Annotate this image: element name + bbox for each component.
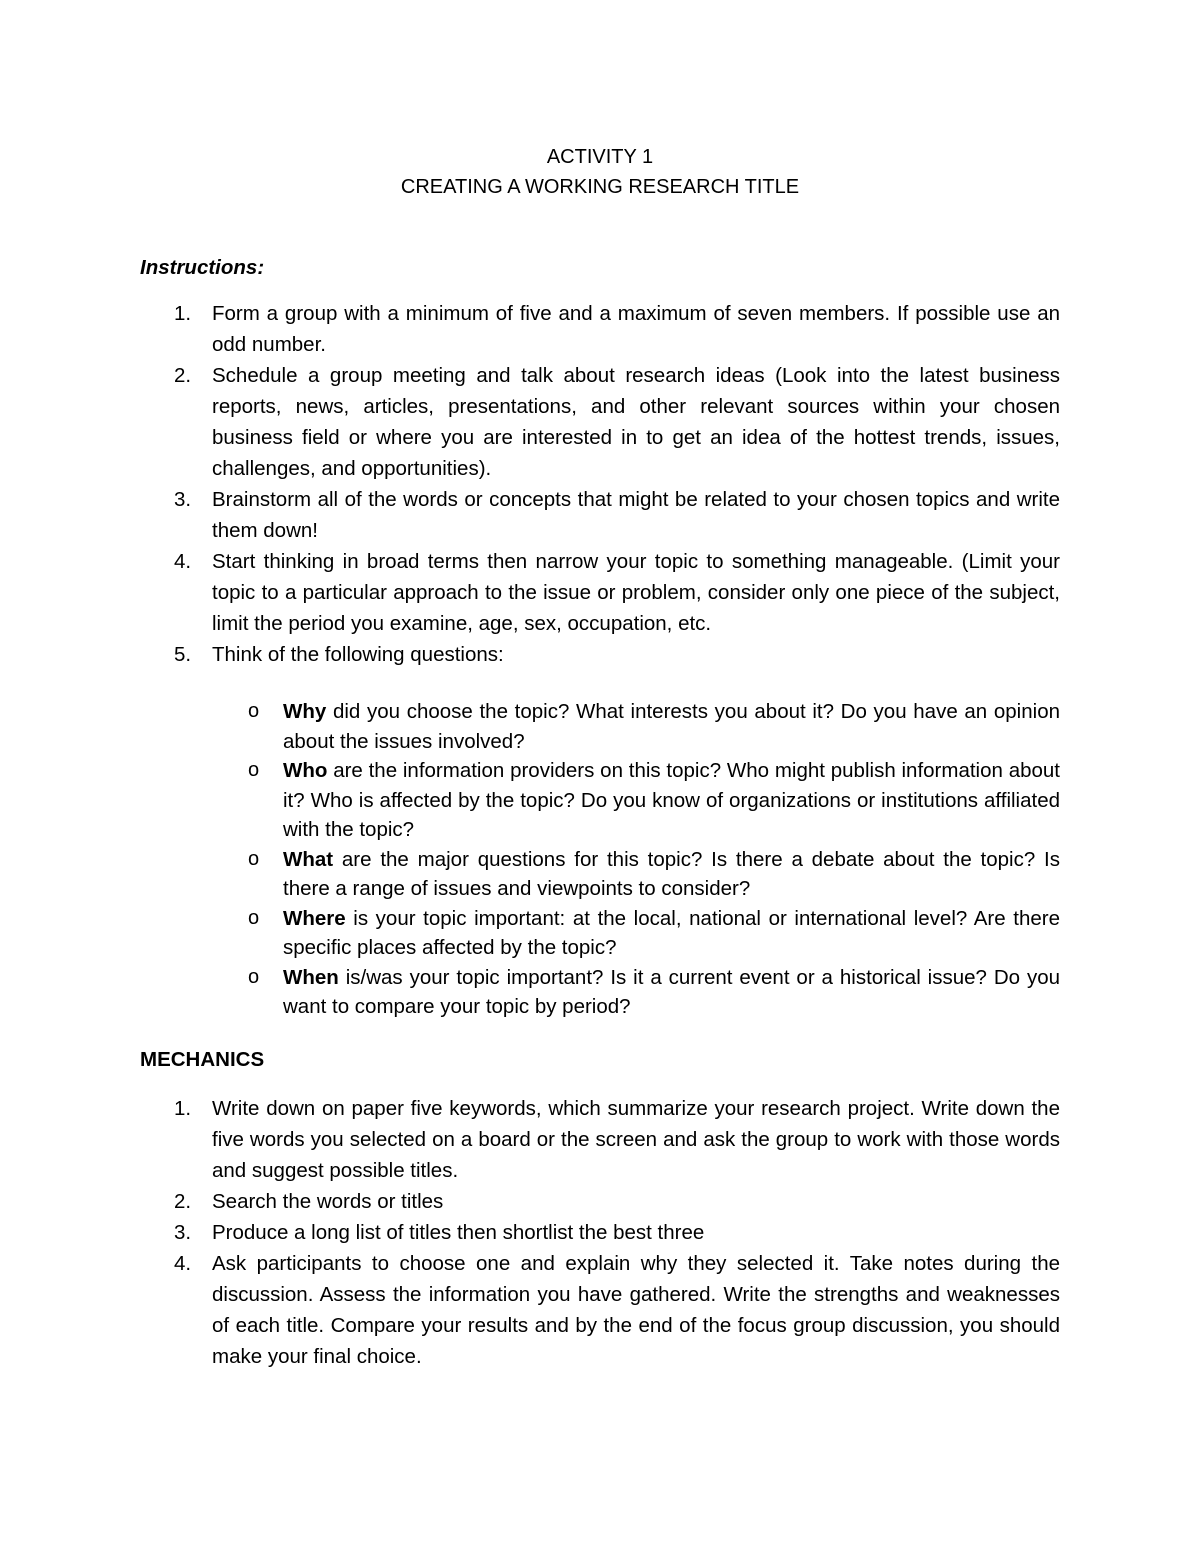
mechanics-item (140, 1217, 1060, 1248)
bullet-icon: o (248, 906, 260, 929)
mechanics-item (140, 1248, 1060, 1372)
bullet-icon: o (248, 965, 260, 988)
instructions-list (140, 298, 1060, 670)
instruction-item (140, 639, 1060, 670)
bullet-icon: o (248, 847, 260, 870)
mechanics-number: 4. (174, 1252, 192, 1275)
mechanics-text: Search the words or titles (212, 1190, 444, 1213)
instruction-text: Brainstorm all of the words or concepts that might be related to your chosen topics and write them down! (212, 488, 1060, 542)
instruction-number: 4. (174, 550, 192, 573)
instruction-number: 3. (174, 488, 192, 511)
mechanics-list (140, 1093, 1060, 1372)
mechanics-item (140, 1186, 1060, 1217)
instruction-number: 5. (174, 643, 192, 666)
instruction-item (140, 484, 1060, 546)
question-text: is your topic important: at the local, national or international level? Are there specific places affected by the topic? (283, 906, 1060, 959)
mechanics-text: Write down on paper five keywords, which summarize your research project. Write down the five words you selected on a board or the screen and ask the group to work with those words and suggest possible titles. (212, 1097, 1060, 1182)
question-text: is/was your topic important? Is it a current event or a historical issue? Do you want to compare your topic by period? (283, 965, 1060, 1018)
instruction-text: Schedule a group meeting and talk about research ideas (Look into the latest business reports, news, articles, presentations, and other relevant sources within your chosen business field or where you are interested in to get an idea of the hottest trends, issues, challenges, and opportunities). (212, 364, 1060, 480)
question-keyword: Where (283, 906, 346, 930)
question-item-why (212, 697, 1060, 756)
mechanics-number: 2. (174, 1190, 192, 1213)
bullet-icon: o (248, 700, 260, 722)
bullet-icon: o (248, 759, 260, 781)
instruction-number: 2. (174, 364, 192, 387)
question-item-when (212, 963, 1060, 1022)
activity-subtitle: CREATING A WORKING RESEARCH TITLE (400, 176, 800, 198)
question-item-what (212, 845, 1060, 904)
activity-title: ACTIVITY 1 (546, 146, 654, 168)
questions-list (212, 697, 1060, 1022)
question-item-who (212, 756, 1060, 845)
question-keyword: When (283, 965, 339, 989)
question-keyword: Who (283, 759, 328, 782)
instruction-text: Think of the following questions: (212, 643, 504, 666)
instruction-text: Form a group with a minimum of five and a maximum of seven members. If possible use an odd number. (212, 302, 1060, 356)
mechanics-number: 1. (174, 1097, 192, 1120)
instruction-item (140, 298, 1060, 360)
question-keyword: Why (283, 700, 327, 723)
question-item-where (212, 904, 1060, 963)
mechanics-text: Ask participants to choose one and explain why they selected it. Take notes during the discussion. Assess the information you have gathered. Write the strengths and weaknesses of each title. Compare your results and by the end of the focus group discussion, you should make your final choice. (212, 1252, 1060, 1368)
question-keyword: What (283, 847, 334, 871)
mechanics-item (140, 1093, 1060, 1186)
question-text: are the major questions for this topic? Is there a debate about the topic? Is there a range of issues and viewpoints to consider? (283, 847, 1060, 900)
mechanics-label: MECHANICS (140, 1048, 265, 1071)
question-text: did you choose the topic? What interests you about it? Do you have an opinion about the issues involved? (283, 700, 1060, 753)
instruction-text: Start thinking in broad terms then narrow your topic to something manageable. (Limit your topic to a particular approach to the issue or problem, consider only one piece of the subject, limit the period you examine, age, sex, occupation, etc. (212, 550, 1060, 635)
instruction-item (140, 546, 1060, 639)
instructions-label: Instructions: (140, 256, 265, 279)
question-text: are the information providers on this topic? Who might publish information about it? Who is affected by the topic? Do you know of organizations or institutions affiliated with the topic? (283, 759, 1060, 841)
instruction-item (140, 360, 1060, 484)
mechanics-number: 3. (174, 1221, 192, 1244)
instruction-number: 1. (174, 302, 192, 325)
mechanics-text: Produce a long list of titles then shortlist the best three (212, 1221, 705, 1244)
